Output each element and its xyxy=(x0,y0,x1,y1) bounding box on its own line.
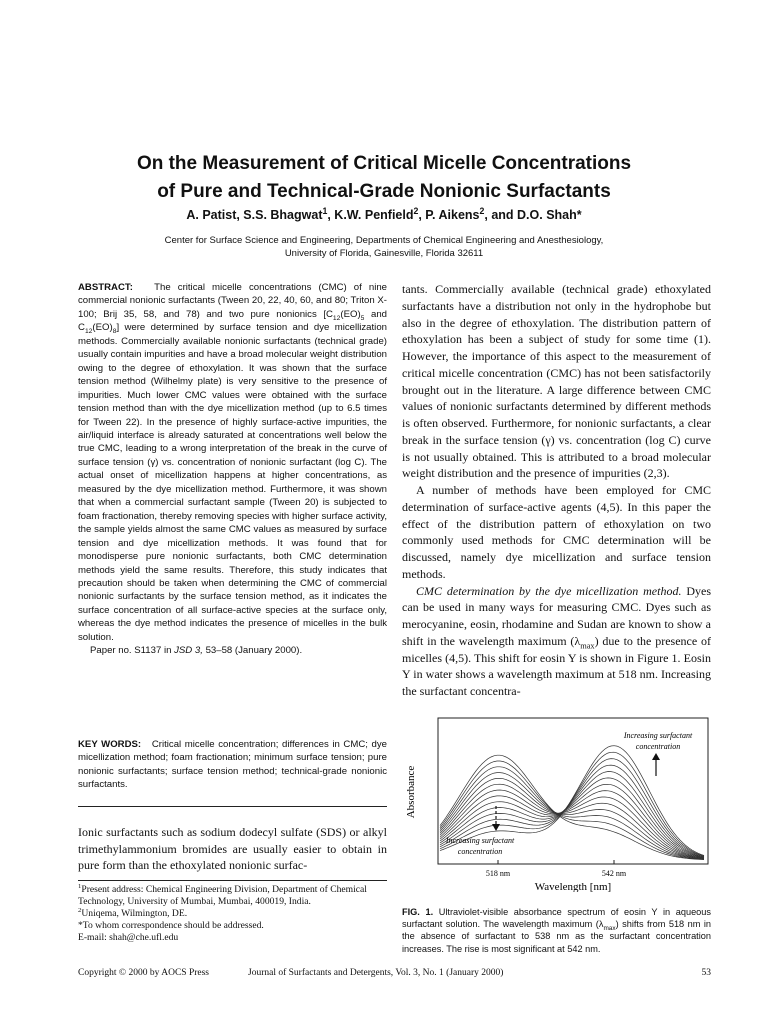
annotation-increase-top: Increasing surfactant xyxy=(623,731,693,740)
author-text: , and D.O. Shah* xyxy=(484,208,582,222)
author-text: , P. Aikens xyxy=(418,208,480,222)
footnote-text: Uniqema, Wilmington, DE. xyxy=(81,908,188,919)
body-paragraph-3 xyxy=(402,583,711,700)
page-footer xyxy=(78,968,711,982)
keywords xyxy=(78,738,387,792)
body-text-right xyxy=(402,281,711,700)
title-line-1: On the Measurement of Critical Micelle Concentrations xyxy=(136,153,632,174)
body-segment: ) due to the presence of micelles (4,5). This shift for eosin Y is shown in Figure 1. Eosin Y in water shows a wavelength maximum at 518 nm. Increasing the surfactant concentra- xyxy=(402,633,711,698)
copyright: Copyright © 2000 by AOCS Press xyxy=(78,968,209,978)
title-line-2: of Pure and Technical-Grade Nonionic Surfactants xyxy=(157,181,611,202)
footnote-rule xyxy=(78,880,387,881)
author-superscript: 2 xyxy=(479,205,485,216)
paper-title xyxy=(60,150,708,206)
subscript: max xyxy=(580,641,595,651)
body-paragraph-1: tants. Commercially available (technical grade) ethoxylated surfactants have a distribution not only in the hydrophobe but also in the degree of ethoxylation. The distribution pattern of ethoxylation has been a subject of study for some time (1). However, the importance of this aspect to the measurement of critical micelle concentration (CMC) has not been satisfactorily brought out in the literature. A large difference between CMC values of nonionic surfactants determined by different methods is often observed. Furthermore, for nonionic surfactants, a clear break in the surface tension (γ) vs. concentration (log C) curve is not usually obtained. This is attributed to a broad molecular weight distribution and the presence of impurities (2,3). xyxy=(402,282,711,481)
footnote-3: *To whom correspondence should be addressed. xyxy=(78,920,264,931)
body-paragraph-2: A number of methods have been employed for CMC determination of surface-active agents (4,5). In this paper the effect of the distribution pattern of ethoxylation on two commonly used methods for CMC determination will be discussed, namely dye micellization and surface tension methods. xyxy=(402,483,711,581)
x-axis-label: Wavelength [nm] xyxy=(534,881,612,892)
down-arrow-icon xyxy=(492,824,500,831)
author-superscript: 2 xyxy=(413,205,419,216)
annotation-decrease-bottom-2: concentration xyxy=(457,847,503,856)
affiliation-line-2: University of Florida, Gainesville, Florida 32611 xyxy=(284,248,484,259)
author-text: A. Patist, S.S. Bhagwat xyxy=(186,208,323,222)
paper-number-text: Paper no. S1137 in xyxy=(90,645,175,657)
affiliation-line-1: Center for Surface Science and Engineering, Departments of Chemical Engineering and Anesthesiology, xyxy=(164,235,604,246)
tick-label-542: 542 nm xyxy=(601,869,627,878)
subscript: 12 xyxy=(84,328,93,336)
caption-text: Ultraviolet-visible absorbance spectrum of eosin Y in aqueous surfactant solution. The wavelength maximum (λ xyxy=(402,907,711,930)
caption-text: ) shifts from 518 nm in the absence of surfactant to 538 nm as the surfactant concentration increases. The rise is most significant at 542 nm. xyxy=(402,919,711,954)
body-segment: Dyes can be used in many ways for measuring CMC. Dyes such as merocyanine, eosin, rhodamine and Sudan are known to show a shift in the wavelength maximum (λ xyxy=(402,583,711,648)
section-divider xyxy=(78,806,387,807)
affiliation xyxy=(60,234,708,260)
footnote-4: E-mail: shah@che.ufl.edu xyxy=(78,932,179,943)
abstract-segment: and C xyxy=(78,308,387,334)
caption-label: FIG. 1. xyxy=(402,907,434,917)
annotation-increase-top-2: concentration xyxy=(635,742,681,751)
abstract-text xyxy=(78,281,387,644)
spectrum-curve xyxy=(440,767,704,859)
subscript: 5 xyxy=(360,314,365,322)
figure-1 xyxy=(400,712,714,892)
paper-number xyxy=(78,644,387,657)
footnote-mark: 1 xyxy=(78,882,82,890)
subscript: 8 xyxy=(112,328,117,336)
author-list xyxy=(60,205,708,222)
journal-abbrev: JSD 3, xyxy=(174,645,203,657)
abstract-segment: The critical micelle concentrations (CMC) of nine commercial nonionic surfactants (Tween 20, 22, 40, 60, and 80; Triton X-100; Brij 35, 58, and 78) and two pure nonionics [C xyxy=(78,282,387,320)
keywords-label: KEY WORDS: xyxy=(78,739,142,750)
tick-label-518: 518 nm xyxy=(485,869,511,878)
figure-caption xyxy=(402,906,711,955)
abstract-segment: (EO) xyxy=(92,322,113,334)
author-superscript: 1 xyxy=(322,205,328,216)
keywords-text: Critical micelle concentration; differences in CMC; dye micellization method; foam fractionation; minimum surface tension; pure nonionic surfactants; surface tension method; technical-grade nonionic surfactants. xyxy=(78,739,387,791)
abstract-segment: ] were determined by surface tension and dye micellization methods. Commercially available nonionic surfactants (technical grade) usually contain impurities and have a broad molecular weight distribution owing to the degree of ethoxylation. It was shown that the surface tension method (Wilhelmy plate) is very sensitive to the presence of impurities. Much lower CMC values were obtained with the surface tension method than with the dye micellization method (up to 6.5 times for Tween 22). In the presence of highly surface-active impurities, the air/liquid interface is already saturated at concentrations well below the true CMC, leading to a wrong interpretation of the break in the curve of surface tension (γ) vs. concentration of nonionic surfactant (log C). The actual onset of micellization happens at higher concentrations, as measured by the dye micellization method. Furthermore, it was shown that when a commercial surfactant sample (Tween 20) is subjected to foam fractionation, thereby removing species with higher surface activity, the sample yields almost the same CMC values as measured by surface tension and dye micellization methods. It was found that for monodisperse pure nonionic surfactants, both CMC determination methods yield the same results. Therefore, this study indicates that precaution should be taken when determining the CMC of commercial nonionic surfactants by the surface tension method, as it indicates the surface concentration of all surface-active species at the surface only, whereas the dye method indicates the presence of micelles in the bulk solution. xyxy=(78,322,387,643)
paper-number-text: 53–58 (January 2000). xyxy=(202,645,303,657)
intro-paragraph: Ionic surfactants such as sodium dodecyl sulfate (SDS) or alkyl trimethylammonium bromides are usually easier to obtain in pure form than the ethoxylated nonionic surfac- xyxy=(78,825,387,873)
footnote-1 xyxy=(78,884,387,908)
absorbance-spectrum-plot xyxy=(400,712,714,892)
y-axis-label: Absorbance xyxy=(405,765,417,819)
subscript: max xyxy=(603,925,616,933)
footnote-mark: 2 xyxy=(78,906,82,914)
abstract-segment: (EO) xyxy=(340,308,361,320)
footnote-text: Present address: Chemical Engineering Division, Department of Chemical Technology, University of Mumbai, Mumbai, 400019, India. xyxy=(78,884,367,907)
run-in-heading: CMC determination by the dye micellization method. xyxy=(416,583,682,598)
spectrum-curve xyxy=(440,778,704,858)
footnote-2 xyxy=(78,908,387,920)
journal-citation: Journal of Surfactants and Detergents, Vol. 3, No. 1 (January 2000) xyxy=(248,968,504,978)
abstract-label: ABSTRACT: xyxy=(78,282,133,293)
abstract xyxy=(78,281,387,658)
subscript: 12 xyxy=(332,314,341,322)
author-text: , K.W. Penfield xyxy=(327,208,414,222)
annotation-decrease-bottom: Increasing surfactant xyxy=(445,836,515,845)
page-number: 53 xyxy=(701,968,711,978)
footnotes xyxy=(78,880,387,944)
up-arrow-icon xyxy=(652,753,660,760)
